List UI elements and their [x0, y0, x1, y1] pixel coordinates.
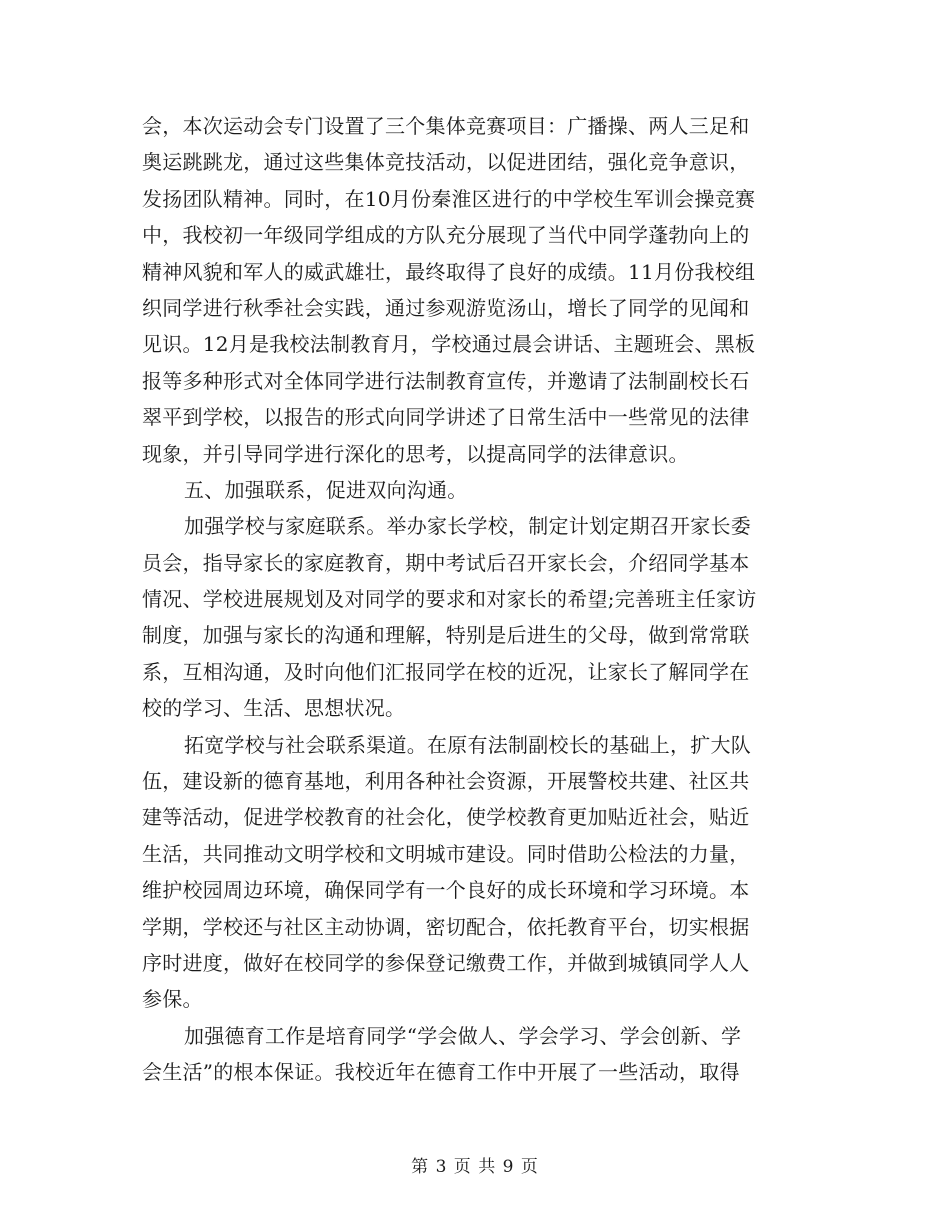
text-line: 加强德育工作是培育同学“学会做人、学会学习、学会创新、学 — [184, 1023, 742, 1048]
text-line: 拓宽学校与社会联系渠道。在原有法制副校长的基础上，扩大队 — [184, 732, 751, 757]
text-line: 奥运跳跳龙，通过这些集体竞技活动，以促进团结，强化竞争意识， — [142, 150, 750, 175]
text-line: 精神风貌和军人的威武雄壮，最终取得了良好的成绩。11月份我校组 — [142, 259, 756, 284]
text-line: 发扬团队精神。同时，在10月份秦淮区进行的中学校生军训会操竞赛 — [142, 186, 756, 211]
document-body — [142, 108, 808, 1091]
page-footer: 第 3 页 共 9 页 — [411, 1157, 539, 1177]
text-line: 织同学进行秋季社会实践，通过参观游览汤山，增长了同学的见闻和 — [142, 295, 750, 320]
text-line: 序时进度，做好在校同学的参保登记缴费工作，并做到城镇同学人人 — [142, 950, 750, 975]
text-line: 员会，指导家长的家庭教育，期中考试后召开家长会，介绍同学基本 — [142, 550, 750, 575]
text-line: 五、加强联系，促进双向沟通。 — [184, 477, 468, 502]
text-line: 会生活”的根本保证。我校近年在德育工作中开展了一些活动，取得 — [142, 1060, 740, 1085]
text-line: 校的学习、生活、思想状况。 — [142, 696, 406, 721]
text-line: 生活，共同推动文明学校和文明城市建设。同时借助公检法的力量， — [142, 841, 750, 866]
text-line: 制度，加强与家长的沟通和理解，特别是后进生的父母，做到常常联 — [142, 623, 750, 648]
text-line: 现象，并引导同学进行深化的思考，以提高同学的法律意识。 — [142, 441, 689, 466]
text-line: 会，本次运动会专门设置了三个集体竞赛项目：广播操、两人三足和 — [142, 114, 750, 138]
text-line: 伍，建设新的德育基地，利用各种社会资源，开展警校共建、社区共 — [142, 769, 750, 794]
text-line: 见识。12月是我校法制教育月，学校通过晨会讲话、主题班会、黑板 — [142, 332, 756, 357]
text-line: 建等活动，促进学校教育的社会化，使学校教育更加贴近社会，贴近 — [142, 805, 750, 830]
text-line: 维护校园周边环境，确保同学有一个良好的成长环境和学习环境。本 — [142, 878, 750, 903]
text-line: 学期，学校还与社区主动协调，密切配合，依托教育平台，切实根据 — [142, 914, 750, 939]
text-line: 系，互相沟通，及时向他们汇报同学在校的近况，让家长了解同学在 — [142, 659, 750, 684]
text-line: 报等多种形式对全体同学进行法制教育宣传，并邀请了法制副校长石 — [142, 368, 750, 393]
text-line: 参保。 — [142, 987, 203, 1012]
text-line: 翠平到学校，以报告的形式向同学讲述了日常生活中一些常见的法律 — [142, 405, 750, 430]
text-line: 情况、学校进展规划及对同学的要求和对家长的希望;完善班主任家访 — [142, 587, 757, 612]
text-line: 中，我校初一年级同学组成的方队充分展现了当代中同学蓬勃向上的 — [142, 223, 750, 248]
text-line: 加强学校与家庭联系。举办家长学校，制定计划定期召开家长委 — [184, 514, 751, 539]
